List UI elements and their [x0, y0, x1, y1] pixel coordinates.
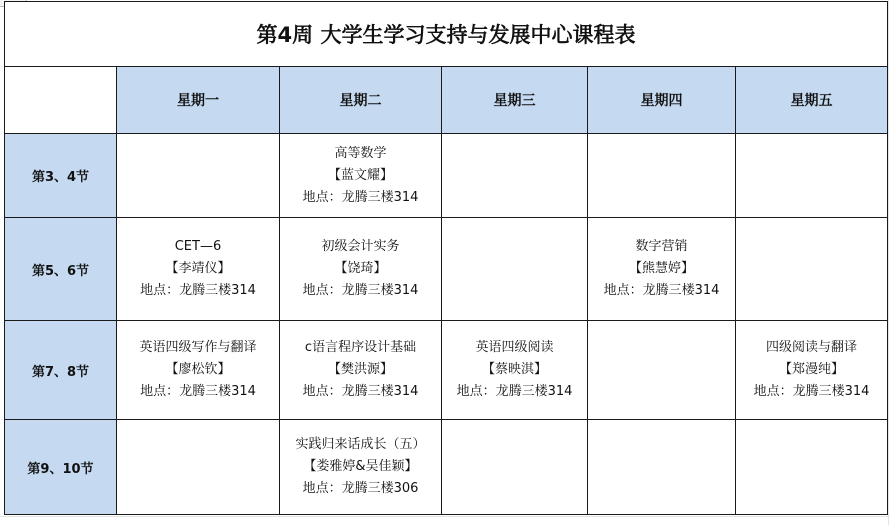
- course-cell[interactable]: [588, 218, 736, 321]
- day-header-wednesday[interactable]: 星期三: [442, 67, 588, 134]
- course-name: 高等数学: [334, 145, 387, 161]
- slot-row: [5, 134, 888, 218]
- day-header-thursday[interactable]: 星期四: [588, 67, 736, 134]
- header-corner-cell[interactable]: [5, 67, 117, 134]
- course-teacher: 【郑漫纯】: [778, 362, 844, 377]
- empty-cell[interactable]: [588, 134, 736, 218]
- course-cell[interactable]: [117, 321, 280, 420]
- course-teacher: 【蔡映淇】: [481, 362, 547, 377]
- empty-cell[interactable]: [117, 134, 280, 218]
- day-header-monday[interactable]: 星期一: [117, 67, 280, 134]
- course-teacher: 【娄雅婷&吴佳颖】: [303, 459, 418, 474]
- grid-line: [0, 516, 890, 517]
- slot-row: [5, 420, 888, 515]
- course-location: 地点：龙腾三楼314: [753, 384, 870, 399]
- empty-cell[interactable]: [442, 218, 588, 321]
- course-teacher: 【饶琦】: [334, 261, 387, 276]
- empty-cell[interactable]: [588, 420, 736, 515]
- course-cell[interactable]: [280, 420, 442, 515]
- course-cell[interactable]: [280, 321, 442, 420]
- course-location: 地点：龙腾三楼314: [302, 283, 419, 298]
- course-cell[interactable]: [117, 218, 280, 321]
- course-teacher: 【熊慧婷】: [628, 261, 694, 276]
- course-location: 地点：龙腾三楼314: [603, 283, 720, 298]
- course-teacher: 【廖松钦】: [165, 362, 231, 377]
- course-cell[interactable]: [736, 321, 888, 420]
- empty-cell[interactable]: [442, 420, 588, 515]
- empty-cell[interactable]: [588, 321, 736, 420]
- schedule-table: [4, 1, 888, 515]
- empty-cell[interactable]: [736, 420, 888, 515]
- day-header-friday[interactable]: 星期五: [736, 67, 888, 134]
- slot-row: [5, 218, 888, 321]
- course-location: 地点：龙腾三楼314: [140, 283, 256, 298]
- course-name: 实践归来话成长（五）: [295, 437, 426, 452]
- course-name: 英语四级写作与翻译: [139, 340, 257, 355]
- day-header-tuesday[interactable]: 星期二: [280, 67, 442, 134]
- empty-cell[interactable]: [117, 420, 280, 515]
- course-teacher: 【樊洪源】: [327, 362, 393, 377]
- empty-cell[interactable]: [736, 218, 888, 321]
- time-slot-label[interactable]: 第9、10节: [5, 420, 117, 515]
- course-name: 数字营销: [635, 239, 688, 254]
- empty-cell[interactable]: [442, 134, 588, 218]
- time-slot-label[interactable]: 第5、6节: [5, 218, 117, 321]
- course-teacher: 【蓝文耀】: [327, 167, 393, 183]
- course-location: 地点：龙腾三楼314: [140, 384, 256, 399]
- course-cell[interactable]: [280, 134, 442, 218]
- course-teacher: 【李靖仪】: [165, 261, 231, 276]
- course-name: CET—6: [174, 239, 222, 254]
- slot-row: [5, 321, 888, 420]
- schedule-title[interactable]: 第4周 大学生学习支持与发展中心课程表: [5, 2, 888, 67]
- course-location: 地点：龙腾三楼314: [302, 189, 419, 205]
- course-name: 英语四级阅读: [475, 340, 554, 355]
- course-cell[interactable]: [280, 218, 442, 321]
- course-location: 地点：龙腾三楼314: [302, 384, 419, 399]
- time-slot-label[interactable]: 第7、8节: [5, 321, 117, 420]
- time-slot-label[interactable]: 第3、4节: [5, 134, 117, 218]
- grid-line: [888, 0, 889, 525]
- course-location: 地点：龙腾三楼314: [456, 384, 573, 399]
- course-name: c语言程序设计基础: [304, 340, 417, 355]
- empty-cell[interactable]: [736, 134, 888, 218]
- course-name: 初级会计实务: [321, 239, 400, 254]
- course-name: 四级阅读与翻译: [765, 340, 857, 355]
- course-cell[interactable]: [442, 321, 588, 420]
- course-location: 地点：龙腾三楼306: [302, 481, 419, 496]
